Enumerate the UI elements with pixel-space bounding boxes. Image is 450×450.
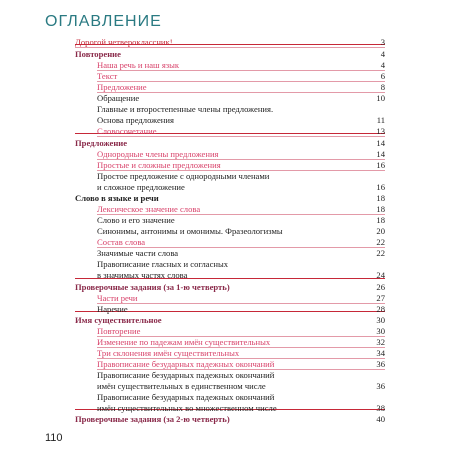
toc-entry-page: 30 — [376, 326, 385, 336]
toc-entry-title: Обращение — [97, 93, 140, 103]
toc-entry-title: Лексическое значение слова — [97, 204, 201, 214]
toc-entry-title: Предложение — [75, 138, 128, 148]
toc-entry-page: 22 — [376, 237, 385, 247]
toc-entry-title: Правописание гласных и согласных — [97, 259, 229, 269]
toc-entry-page: 14 — [376, 138, 385, 148]
toc-entry-title: Правописание безударных падежных окончаний — [97, 359, 275, 369]
toc-entry-page: 24 — [376, 270, 385, 280]
toc-entry-page: 10 — [376, 93, 385, 103]
toc-entry-page: 13 — [376, 126, 385, 136]
toc-entry-page: 34 — [376, 348, 385, 358]
toc-entry-underline — [97, 92, 385, 93]
toc-entry-title: Предложение — [97, 82, 147, 92]
toc-entry-title: Синонимы, антонимы и омонимы. Фразеологизмы — [97, 226, 283, 236]
toc-entry-page: 16 — [376, 182, 385, 192]
toc-entry-title: Проверочные задания (за 1-ю четверть) — [75, 282, 230, 292]
toc-entry-page: 38 — [376, 403, 385, 413]
toc-entry-page: 40 — [376, 414, 385, 424]
toc-entry-title: Имя существительное — [75, 315, 162, 325]
toc-entry-page: 32 — [376, 337, 385, 347]
toc-entry-title: имён существительных во множественном числе — [97, 403, 277, 413]
toc-entry-title: Однородные члены предложения — [97, 149, 219, 159]
toc-entry-page: 6 — [380, 71, 385, 81]
toc-entry-page: 18 — [376, 193, 385, 203]
toc-entry-page: 4 — [380, 49, 385, 59]
toc-entry-title: Дорогой четвероклассник! — [75, 37, 173, 47]
toc-entry-page: 8 — [380, 82, 385, 92]
toc-entry-title: Проверочные задания (за 2-ю четверть) — [75, 414, 230, 424]
toc-entry-title: и сложное предложение — [97, 182, 185, 192]
toc-entry-title: Наречие — [97, 304, 128, 314]
toc-entry-page: 3 — [380, 37, 385, 47]
page-title: ОГЛАВЛЕНИЕ — [45, 13, 162, 30]
toc-entry-title: Основа предложения — [97, 115, 174, 125]
toc-entry-title: Главные и второстепенные члены предложения. — [97, 104, 274, 114]
toc-entry-title: Правописание безударных падежных окончаний — [97, 370, 275, 380]
toc-entry-title: имён существительных в единственном числе — [97, 381, 266, 391]
toc-entry-title: Значимые части слова — [97, 248, 179, 258]
toc-entry-page: 26 — [376, 282, 385, 292]
toc-entry-page: 16 — [376, 160, 385, 170]
toc-entry-page: 20 — [376, 226, 385, 236]
toc-entry-page: 36 — [376, 381, 385, 391]
toc-entry-page: 4 — [380, 60, 385, 70]
toc-entry-title: Повторение — [75, 49, 121, 59]
toc-entry-underline — [97, 303, 385, 304]
toc-entry-title: Текст — [97, 71, 118, 81]
toc-entry-page: 22 — [376, 248, 385, 258]
toc-entry-page: 30 — [376, 315, 385, 325]
toc-entry-title: Слово в языке и речи — [75, 193, 159, 203]
toc-entry-title: в значимых частях слова — [97, 270, 188, 280]
toc-entry-title: Простое предложение с однородными членами — [97, 171, 270, 181]
toc-entry-underline — [97, 136, 385, 137]
toc-entry-title: Правописание безударных падежных окончаний — [97, 392, 275, 402]
toc-entry-page: 28 — [376, 304, 385, 314]
toc-entry-underline — [75, 47, 385, 48]
toc-entry-page: 27 — [376, 293, 385, 303]
toc-entry-title: Состав слова — [97, 237, 146, 247]
toc-entry-page: 11 — [376, 115, 385, 125]
toc-entry-title: Слово и его значение — [97, 215, 175, 225]
toc-entry-page: 14 — [376, 149, 385, 159]
toc-entry-title: Части речи — [97, 293, 138, 303]
toc-entry-page: 36 — [376, 359, 385, 369]
toc-entry-title: Изменение по падежам имён существительных — [97, 337, 271, 347]
toc-entry-title: Три склонения имён существительных — [97, 348, 240, 358]
toc-entry-page: 18 — [376, 215, 385, 225]
toc-entry-title: Повторение — [97, 326, 141, 336]
toc-entry-page: 18 — [376, 204, 385, 214]
toc-entry-underline — [97, 70, 385, 71]
toc-entry-title: Наша речь и наш язык — [97, 60, 180, 70]
toc-entry-title: Простые и сложные предложения — [97, 160, 221, 170]
toc-entry-title: Словосочетание — [97, 126, 157, 136]
page-number: 110 — [45, 432, 63, 444]
